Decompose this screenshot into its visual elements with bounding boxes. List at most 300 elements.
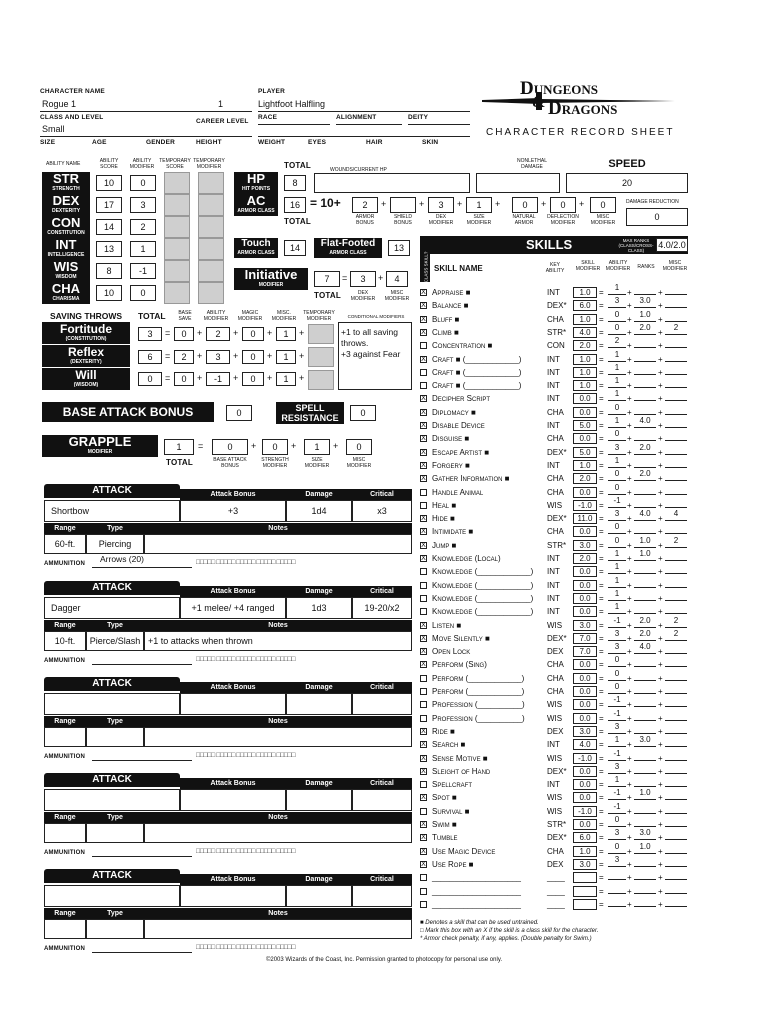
skill-ranks[interactable] xyxy=(634,562,656,574)
skill-misc-mod[interactable] xyxy=(665,868,687,880)
skill-ability-mod[interactable]: 1 xyxy=(608,456,626,468)
class-skill-checkbox[interactable]: X xyxy=(421,541,426,549)
career-level-value[interactable]: 1 xyxy=(218,99,224,109)
skill-misc-mod[interactable] xyxy=(665,456,687,468)
con-mod[interactable]: 2 xyxy=(130,219,156,235)
skill-misc-mod[interactable] xyxy=(665,895,687,907)
class-skill-checkbox[interactable] xyxy=(420,342,427,349)
class-skill-checkbox[interactable] xyxy=(420,608,427,615)
attack-type[interactable]: Pierce/Slash xyxy=(86,631,144,651)
skill-misc-mod[interactable] xyxy=(665,749,687,761)
skill-modifier[interactable]: 1.0 xyxy=(573,367,597,378)
skill-ranks[interactable] xyxy=(634,669,656,681)
skill-ability-mod[interactable]: 1 xyxy=(608,562,626,574)
skill-modifier[interactable]: 3.0 xyxy=(573,540,597,551)
skill-ability-mod[interactable]: 0 xyxy=(608,536,626,548)
skill-modifier[interactable]: 1.0 xyxy=(573,846,597,857)
attack-critical[interactable] xyxy=(352,693,412,715)
will-total[interactable]: 0 xyxy=(138,372,162,386)
skill-misc-mod[interactable] xyxy=(665,283,687,295)
max-ranks-value[interactable]: 4.0/2.0 xyxy=(656,238,688,252)
skill-modifier[interactable]: 7.0 xyxy=(573,646,597,657)
attack-damage[interactable]: 1d4 xyxy=(286,500,352,522)
skill-modifier[interactable]: 2.0 xyxy=(573,340,597,351)
skill-ability-mod[interactable] xyxy=(608,895,626,907)
skill-ability-mod[interactable]: 0 xyxy=(608,655,626,667)
skill-modifier[interactable]: 0.0 xyxy=(573,487,597,498)
touch-value[interactable]: 14 xyxy=(284,240,306,256)
skill-modifier[interactable]: 0.0 xyxy=(573,819,597,830)
skill-ranks[interactable] xyxy=(634,722,656,734)
skill-ability-mod[interactable]: 1 xyxy=(608,283,626,295)
skill-modifier[interactable]: 0.0 xyxy=(573,566,597,577)
attack-range[interactable] xyxy=(44,823,86,843)
ac-dex[interactable]: 3 xyxy=(428,197,454,213)
skill-ability-mod[interactable]: 3 xyxy=(608,828,626,840)
skill-misc-mod[interactable] xyxy=(665,882,687,894)
skill-modifier[interactable]: 0.0 xyxy=(573,606,597,617)
ac-size[interactable]: 1 xyxy=(466,197,492,213)
skill-modifier[interactable]: 0.0 xyxy=(573,526,597,537)
dex-temp-mod[interactable] xyxy=(198,194,224,216)
skill-misc-mod[interactable] xyxy=(665,562,687,574)
skill-ranks[interactable] xyxy=(634,429,656,441)
attack-name[interactable] xyxy=(44,789,180,811)
skill-modifier[interactable]: 7.0 xyxy=(573,633,597,644)
con-temp-mod[interactable] xyxy=(198,216,224,238)
skill-misc-mod[interactable] xyxy=(665,589,687,601)
skill-ranks[interactable] xyxy=(634,709,656,721)
skill-ability-mod[interactable]: 0 xyxy=(608,469,626,481)
skill-modifier[interactable]: -1.0 xyxy=(573,500,597,511)
skill-modifier[interactable]: 0.0 xyxy=(573,792,597,803)
class-skill-checkbox[interactable]: X xyxy=(421,661,426,669)
skill-ranks[interactable] xyxy=(634,695,656,707)
will-magic[interactable]: 0 xyxy=(242,372,264,386)
skill-modifier[interactable]: 0.0 xyxy=(573,659,597,670)
skill-ability-mod[interactable]: 3 xyxy=(608,642,626,654)
skill-modifier[interactable]: 0.0 xyxy=(573,393,597,404)
skill-ranks[interactable]: 1.0 xyxy=(634,536,656,548)
class-skill-checkbox[interactable]: X xyxy=(421,727,426,735)
skill-modifier[interactable]: 5.0 xyxy=(573,447,597,458)
skill-modifier[interactable]: 1.0 xyxy=(573,460,597,471)
skill-ability-mod[interactable]: 3 xyxy=(608,443,626,455)
skill-ranks[interactable] xyxy=(634,868,656,880)
ammo-tally[interactable]: □□□□□ □□□□□ □□□□□ □□□□□ □□□□□ xyxy=(196,752,295,759)
sr-value[interactable]: 0 xyxy=(350,405,376,421)
skill-ability-mod[interactable]: 1 xyxy=(608,576,626,588)
int-temp-score[interactable] xyxy=(164,238,190,260)
attack-critical[interactable] xyxy=(352,789,412,811)
skill-ability-mod[interactable] xyxy=(608,868,626,880)
skill-ability-mod[interactable]: 0 xyxy=(608,310,626,322)
attack-name[interactable]: Shortbow xyxy=(44,500,180,522)
grapple-bab[interactable]: 0 xyxy=(212,439,248,455)
ac-armor[interactable]: 2 xyxy=(352,197,378,213)
cha-temp-mod[interactable] xyxy=(198,282,224,304)
skill-ranks[interactable] xyxy=(634,802,656,814)
skill-ranks[interactable] xyxy=(634,682,656,694)
skill-misc-mod[interactable]: 2 xyxy=(665,323,687,335)
class-skill-checkbox[interactable] xyxy=(420,901,427,908)
ac-natural[interactable]: 0 xyxy=(512,197,538,213)
skill-ranks[interactable] xyxy=(634,389,656,401)
class-skill-checkbox[interactable]: X xyxy=(421,435,426,443)
skill-ranks[interactable]: 1.0 xyxy=(634,549,656,561)
skill-ability-mod[interactable]: 3 xyxy=(608,855,626,867)
skill-ranks[interactable] xyxy=(634,775,656,787)
skill-misc-mod[interactable] xyxy=(665,602,687,614)
skill-modifier[interactable]: 2.0 xyxy=(573,553,597,564)
skill-ability-mod[interactable]: 3 xyxy=(608,762,626,774)
class-level-value[interactable]: Small xyxy=(42,124,65,134)
skill-ability-mod[interactable] xyxy=(608,882,626,894)
skill-misc-mod[interactable] xyxy=(665,842,687,854)
hp-total[interactable]: 8 xyxy=(284,175,306,191)
skill-ranks[interactable]: 1.0 xyxy=(634,842,656,854)
skill-ability-mod[interactable]: -1 xyxy=(608,788,626,800)
class-skill-checkbox[interactable] xyxy=(420,675,427,682)
con-score[interactable]: 14 xyxy=(96,219,122,235)
fortitude-magic[interactable]: 0 xyxy=(242,327,264,341)
skill-misc-mod[interactable] xyxy=(665,828,687,840)
skill-modifier[interactable]: -1.0 xyxy=(573,806,597,817)
class-skill-checkbox[interactable]: X xyxy=(421,794,426,802)
skill-modifier[interactable]: 0.0 xyxy=(573,699,597,710)
skill-modifier[interactable]: 1.0 xyxy=(573,380,597,391)
reflex-magic[interactable]: 0 xyxy=(242,350,264,364)
skill-modifier[interactable]: 0.0 xyxy=(573,433,597,444)
fortitude-temp[interactable] xyxy=(308,324,334,344)
attack-range[interactable]: 10-ft. xyxy=(44,631,86,651)
class-skill-checkbox[interactable] xyxy=(420,582,427,589)
class-skill-checkbox[interactable]: X xyxy=(421,767,426,775)
attack-notes[interactable]: +1 to attacks when thrown xyxy=(144,631,412,651)
skill-misc-mod[interactable] xyxy=(665,443,687,455)
skill-ability-mod[interactable]: 0 xyxy=(608,483,626,495)
attack-bonus[interactable] xyxy=(180,885,286,907)
initiative-dex[interactable]: 3 xyxy=(350,271,376,287)
skill-ranks[interactable]: 4.0 xyxy=(634,416,656,428)
skill-ability-mod[interactable]: -1 xyxy=(608,749,626,761)
skill-ability-mod[interactable]: 1 xyxy=(608,775,626,787)
will-ability[interactable]: -1 xyxy=(206,372,230,386)
skill-misc-mod[interactable] xyxy=(665,416,687,428)
cha-score[interactable]: 10 xyxy=(96,285,122,301)
fortitude-misc[interactable]: 1 xyxy=(276,327,296,341)
skill-ranks[interactable] xyxy=(634,815,656,827)
speed-value[interactable]: 20 xyxy=(566,173,688,193)
bab-value[interactable]: 0 xyxy=(226,405,252,421)
skill-ability-mod[interactable]: 1 xyxy=(608,389,626,401)
cha-mod[interactable]: 0 xyxy=(130,285,156,301)
attack-notes[interactable] xyxy=(144,534,412,554)
skill-misc-mod[interactable] xyxy=(665,855,687,867)
skill-modifier[interactable]: 4.0 xyxy=(573,739,597,750)
cha-temp-score[interactable] xyxy=(164,282,190,304)
skill-ability-mod[interactable]: 1 xyxy=(608,735,626,747)
class-skill-checkbox[interactable]: X xyxy=(421,528,426,536)
skill-misc-mod[interactable] xyxy=(665,522,687,534)
reflex-temp[interactable] xyxy=(308,347,334,367)
attack-notes[interactable] xyxy=(144,727,412,747)
skill-misc-mod[interactable] xyxy=(665,376,687,388)
skill-ranks[interactable] xyxy=(634,376,656,388)
skill-modifier[interactable]: 1.0 xyxy=(573,287,597,298)
nonlethal-box[interactable] xyxy=(476,173,560,193)
skill-ranks[interactable]: 2.0 xyxy=(634,629,656,641)
skill-modifier[interactable]: 0.0 xyxy=(573,673,597,684)
ammunition-value[interactable]: Arrows (20) xyxy=(100,554,144,564)
skill-ability-mod[interactable]: 3 xyxy=(608,296,626,308)
skill-ranks[interactable] xyxy=(634,456,656,468)
skill-ability-mod[interactable]: 0 xyxy=(608,429,626,441)
class-skill-checkbox[interactable] xyxy=(420,489,427,496)
skill-ranks[interactable]: 3.0 xyxy=(634,828,656,840)
skill-ability-mod[interactable]: 3 xyxy=(608,509,626,521)
skill-misc-mod[interactable] xyxy=(665,695,687,707)
skill-misc-mod[interactable] xyxy=(665,403,687,415)
class-skill-checkbox[interactable]: X xyxy=(421,754,426,762)
skill-misc-mod[interactable] xyxy=(665,655,687,667)
skill-ranks[interactable] xyxy=(634,655,656,667)
skill-ranks[interactable] xyxy=(634,589,656,601)
reflex-total[interactable]: 6 xyxy=(138,350,162,364)
attack-bonus[interactable] xyxy=(180,789,286,811)
skill-ability-mod[interactable]: 0 xyxy=(608,403,626,415)
attack-type[interactable] xyxy=(86,823,144,843)
skill-misc-mod[interactable] xyxy=(665,735,687,747)
skill-misc-mod[interactable] xyxy=(665,762,687,774)
skill-modifier[interactable]: 0.0 xyxy=(573,713,597,724)
class-skill-checkbox[interactable]: X xyxy=(421,315,426,323)
skill-ranks[interactable] xyxy=(634,602,656,614)
grapple-str[interactable]: 0 xyxy=(262,439,288,455)
class-skill-checkbox[interactable] xyxy=(420,874,427,881)
class-skill-checkbox[interactable] xyxy=(420,688,427,695)
attack-damage[interactable] xyxy=(286,693,352,715)
skill-ability-mod[interactable]: 1 xyxy=(608,549,626,561)
skill-ability-mod[interactable]: -1 xyxy=(608,709,626,721)
skill-misc-mod[interactable] xyxy=(665,389,687,401)
skill-ranks[interactable] xyxy=(634,762,656,774)
skill-ability-mod[interactable]: 1 xyxy=(608,602,626,614)
skill-ability-mod[interactable]: -1 xyxy=(608,695,626,707)
initiative-misc[interactable]: 4 xyxy=(386,271,408,287)
skill-ability-mod[interactable]: 0 xyxy=(608,323,626,335)
str-temp-mod[interactable] xyxy=(198,172,224,194)
grapple-misc[interactable]: 0 xyxy=(346,439,372,455)
class-skill-checkbox[interactable]: X xyxy=(421,448,426,456)
class-skill-checkbox[interactable] xyxy=(420,568,427,575)
skill-misc-mod[interactable] xyxy=(665,815,687,827)
ammo-tally[interactable]: □□□□□ □□□□□ □□□□□ □□□□□ □□□□□ xyxy=(196,848,295,855)
flat-footed-value[interactable]: 13 xyxy=(388,240,410,256)
will-base[interactable]: 0 xyxy=(174,372,194,386)
class-skill-checkbox[interactable]: X xyxy=(421,741,426,749)
skill-modifier[interactable]: 0.0 xyxy=(573,686,597,697)
attack-critical[interactable]: x3 xyxy=(352,500,412,522)
attack-notes[interactable] xyxy=(144,823,412,843)
class-skill-checkbox[interactable] xyxy=(420,369,427,376)
skill-misc-mod[interactable] xyxy=(665,429,687,441)
attack-range[interactable] xyxy=(44,919,86,939)
skill-misc-mod[interactable] xyxy=(665,669,687,681)
skill-ranks[interactable]: 3.0 xyxy=(634,296,656,308)
wis-temp-score[interactable] xyxy=(164,260,190,282)
skill-misc-mod[interactable] xyxy=(665,802,687,814)
skill-misc-mod[interactable] xyxy=(665,350,687,362)
skill-modifier[interactable] xyxy=(573,899,597,910)
skill-misc-mod[interactable] xyxy=(665,709,687,721)
skill-ability-mod[interactable]: 1 xyxy=(608,589,626,601)
skill-misc-mod[interactable]: 2 xyxy=(665,629,687,641)
skill-misc-mod[interactable] xyxy=(665,788,687,800)
class-skill-checkbox[interactable] xyxy=(420,701,427,708)
ac-deflection[interactable]: 0 xyxy=(550,197,576,213)
attack-name[interactable] xyxy=(44,885,180,907)
skill-modifier[interactable]: 5.0 xyxy=(573,420,597,431)
class-skill-checkbox[interactable] xyxy=(420,595,427,602)
attack-name[interactable]: Dagger xyxy=(44,597,180,619)
skill-ranks[interactable] xyxy=(634,483,656,495)
skill-misc-mod[interactable] xyxy=(665,722,687,734)
skill-modifier[interactable]: 6.0 xyxy=(573,832,597,843)
ammo-tally[interactable]: □□□□□ □□□□□ □□□□□ □□□□□ □□□□□ xyxy=(196,944,295,951)
skill-modifier[interactable]: 3.0 xyxy=(573,859,597,870)
attack-type[interactable] xyxy=(86,919,144,939)
attack-name[interactable] xyxy=(44,693,180,715)
skill-ranks[interactable]: 2.0 xyxy=(634,469,656,481)
skill-ranks[interactable]: 1.0 xyxy=(634,310,656,322)
skill-ability-mod[interactable]: 0 xyxy=(608,842,626,854)
class-skill-checkbox[interactable]: X xyxy=(421,555,426,562)
skill-misc-mod[interactable]: 2 xyxy=(665,616,687,628)
skill-modifier[interactable]: 6.0 xyxy=(573,300,597,311)
skill-ranks[interactable] xyxy=(634,749,656,761)
skill-ranks[interactable] xyxy=(634,403,656,415)
class-skill-checkbox[interactable] xyxy=(420,382,427,389)
skill-ranks[interactable] xyxy=(634,576,656,588)
class-skill-checkbox[interactable]: X xyxy=(421,408,426,416)
skill-ability-mod[interactable]: 3 xyxy=(608,629,626,641)
dex-score[interactable]: 17 xyxy=(96,197,122,213)
wounds-box[interactable] xyxy=(314,173,470,193)
grapple-total[interactable]: 1 xyxy=(164,439,194,455)
class-skill-checkbox[interactable] xyxy=(420,888,427,895)
skill-ability-mod[interactable]: 1 xyxy=(608,416,626,428)
ac-total[interactable]: 16 xyxy=(284,197,306,213)
will-temp[interactable] xyxy=(308,370,334,390)
skill-ranks[interactable] xyxy=(634,283,656,295)
attack-bonus[interactable] xyxy=(180,693,286,715)
skill-ranks[interactable]: 3.0 xyxy=(634,735,656,747)
reflex-ability[interactable]: 3 xyxy=(206,350,230,364)
skill-modifier[interactable]: 0.0 xyxy=(573,580,597,591)
wis-score[interactable]: 8 xyxy=(96,263,122,279)
wis-mod[interactable]: -1 xyxy=(130,263,156,279)
skill-ability-mod[interactable]: 1 xyxy=(608,350,626,362)
skill-modifier[interactable]: 4.0 xyxy=(573,327,597,338)
reflex-base[interactable]: 2 xyxy=(174,350,194,364)
skill-modifier[interactable]: 2.0 xyxy=(573,473,597,484)
skill-modifier[interactable]: 11.0 xyxy=(573,513,597,524)
class-skill-checkbox[interactable] xyxy=(420,808,427,815)
skill-ranks[interactable] xyxy=(634,350,656,362)
class-skill-checkbox[interactable]: X xyxy=(421,422,426,429)
attack-damage[interactable] xyxy=(286,885,352,907)
attack-damage[interactable] xyxy=(286,789,352,811)
int-score[interactable]: 13 xyxy=(96,241,122,257)
int-temp-mod[interactable] xyxy=(198,238,224,260)
skill-modifier[interactable]: -1.0 xyxy=(573,753,597,764)
dr-value[interactable]: 0 xyxy=(626,208,688,226)
attack-type[interactable] xyxy=(86,727,144,747)
skill-misc-mod[interactable] xyxy=(665,576,687,588)
skill-ability-mod[interactable]: 0 xyxy=(608,669,626,681)
attack-critical[interactable]: 19-20/x2 xyxy=(352,597,412,619)
class-skill-checkbox[interactable]: X xyxy=(421,834,426,842)
class-skill-checkbox[interactable] xyxy=(420,781,427,788)
skill-ranks[interactable] xyxy=(634,895,656,907)
dex-mod[interactable]: 3 xyxy=(130,197,156,213)
attack-critical[interactable] xyxy=(352,885,412,907)
skill-misc-mod[interactable] xyxy=(665,642,687,654)
skill-ranks[interactable]: 2.0 xyxy=(634,323,656,335)
skill-ranks[interactable]: 1.0 xyxy=(634,788,656,800)
skill-ranks[interactable] xyxy=(634,882,656,894)
dex-temp-score[interactable] xyxy=(164,194,190,216)
attack-damage[interactable]: 1d3 xyxy=(286,597,352,619)
class-skill-checkbox[interactable]: X xyxy=(421,355,426,363)
class-skill-checkbox[interactable]: X xyxy=(421,461,426,469)
class-skill-checkbox[interactable]: X xyxy=(421,821,426,828)
skill-modifier[interactable] xyxy=(573,872,597,883)
skill-misc-mod[interactable] xyxy=(665,336,687,348)
conditional-modifiers[interactable]: +1 to all saving throws. +3 against Fear xyxy=(338,322,412,390)
skill-ranks[interactable] xyxy=(634,363,656,375)
int-mod[interactable]: 1 xyxy=(130,241,156,257)
skill-misc-mod[interactable]: 2 xyxy=(665,536,687,548)
skill-misc-mod[interactable] xyxy=(665,549,687,561)
skill-ability-mod[interactable]: 0 xyxy=(608,682,626,694)
skill-ranks[interactable] xyxy=(634,522,656,534)
ac-shield[interactable] xyxy=(390,197,416,213)
skill-modifier[interactable]: 3.0 xyxy=(573,726,597,737)
class-skill-checkbox[interactable]: X xyxy=(421,621,426,629)
attack-notes[interactable] xyxy=(144,919,412,939)
skill-ability-mod[interactable]: 1 xyxy=(608,363,626,375)
skill-misc-mod[interactable] xyxy=(665,775,687,787)
skill-ability-mod[interactable]: 0 xyxy=(608,522,626,534)
class-skill-checkbox[interactable]: X xyxy=(421,302,426,310)
skill-modifier[interactable]: 0.0 xyxy=(573,779,597,790)
skill-misc-mod[interactable] xyxy=(665,296,687,308)
skill-ranks[interactable] xyxy=(634,336,656,348)
skill-modifier[interactable]: 0.0 xyxy=(573,766,597,777)
class-skill-checkbox[interactable]: X xyxy=(421,289,426,296)
class-skill-checkbox[interactable]: X xyxy=(421,860,426,868)
skill-ability-mod[interactable]: -1 xyxy=(608,802,626,814)
skill-modifier[interactable]: 0.0 xyxy=(573,593,597,604)
attack-type[interactable]: Piercing xyxy=(86,534,144,554)
skill-ability-mod[interactable]: 1 xyxy=(608,376,626,388)
grapple-size[interactable]: 1 xyxy=(304,439,330,455)
skill-misc-mod[interactable] xyxy=(665,496,687,508)
skill-modifier[interactable]: 1.0 xyxy=(573,354,597,365)
skill-ability-mod[interactable]: -1 xyxy=(608,616,626,628)
